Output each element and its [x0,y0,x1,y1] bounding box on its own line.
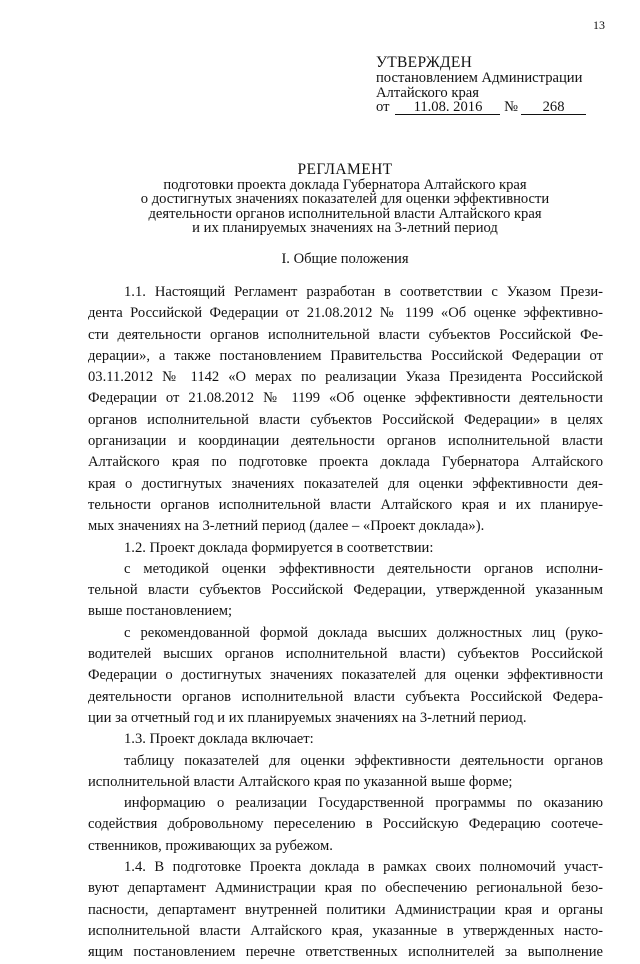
approval-date: 11.08. 2016 [395,101,500,115]
body-line: тельной власти субъектов Российской Федерации, утвержденной указанным [88,582,603,599]
body-line: содействия добровольному переселению в Российскую Федерацию соотече- [88,816,603,833]
approval-number: 268 [521,101,586,115]
body-line: 1.2. Проект доклада формируется в соответствии: [124,539,434,556]
body-line: ственников, проживающих за рубежом. [88,837,333,854]
body-line: исполнительной власти Алтайского края по указанной выше форме; [88,773,513,790]
body-line: дента Российской Федерации от 21.08.2012 № 1199 «Об оценке эффективно- [88,305,603,322]
body-line: выше постановлением; [88,603,232,620]
body-line: вуют департамент Администрации края по обеспечению региональной безо- [88,880,603,897]
subtitle-line: и их планируемых значениях на 3-летний период [192,219,498,236]
approval-line-1: постановлением Администрации [376,70,583,86]
body-line: с методикой оценки эффективности деятельности органов исполни- [124,560,603,577]
section-heading: I. Общие положения [281,251,409,267]
body-line: органов исполнительной власти субъектов Российской Федерации» в целях [88,411,603,428]
body-line: дерации», а также постановлением Правительства Российской Федерации от [88,347,603,364]
document-title: РЕГЛАМЕНТ [297,161,393,178]
body-line: информацию о реализации Государственной программы по оказанию [124,795,603,812]
body-line: Алтайского края по подготовке проекта доклада Губернатора Алтайского [88,454,603,471]
body-line: таблицу показателей для оценки эффективности деятельности органов [124,752,603,769]
body-line: исполнительной власти Алтайского края, указанные в утвержденных насто- [88,922,603,939]
document-body [88,282,603,964]
approval-date-prefix: от [376,99,390,115]
body-line: пасности, департамент внутренней политики Администрации края и органы [88,901,603,918]
approval-line-2: Алтайского края [376,84,479,101]
body-line: 03.11.2012 № 1142 «О мерах по реализации Указа Президента Российской [88,369,603,386]
body-line: края о достигнутых значениях показателей для оценки эффективности дея- [88,475,603,492]
approval-number-prefix: № [504,99,519,115]
body-line: тельности органов исполнительной власти Алтайского края и их планируе- [88,496,603,513]
body-line: мых значениях на 3-летний период (далее – «Проект доклада»). [88,518,485,535]
body-line: сти деятельности органов исполнительной власти субъектов Российской Фе- [88,326,603,343]
approval-stamp [376,55,586,115]
approval-heading: УТВЕРЖДЕН [376,54,473,71]
body-line: ции за отчетный год и их планируемых значениях на 3-летний период. [88,709,527,726]
document-title-block [50,161,640,235]
page-number: 13 [593,18,605,32]
body-line: с рекомендованной формой доклада высших должностных лиц (руко- [124,624,603,641]
body-line: деятельности органов исполнительной власти субъекта Российской Федера- [88,688,603,705]
body-line: ящим постановлением перечне ответственных исполнителей за выполнение [88,944,603,961]
body-line: 1.1. Настоящий Регламент разработан в соответствии с Указом Прези- [124,284,603,300]
body-line: 1.4. В подготовке Проекта доклада в рамках своих полномочий участ- [124,859,603,876]
body-line: водителей высших органов исполнительной власти) субъектов Российской [88,646,603,663]
body-line: Федерации от 21.08.2012 № 1199 «Об оценке эффективности деятельности [88,390,603,407]
body-line: 1.3. Проект доклада включает: [124,731,314,748]
body-line: Федерации о достигнутых значениях показателей для оценки эффективности [88,667,603,684]
body-line: организации и координации деятельности органов исполнительной власти [88,433,603,450]
subtitle-line: подготовки проекта доклада Губернатора Алтайского края [163,177,527,193]
approval-date-row [376,100,586,115]
subtitle-line: о достигнутых значениях показателей для оценки эффективности [140,191,550,208]
subtitle-line: деятельности органов исполнительной власти Алтайского края [148,205,542,222]
